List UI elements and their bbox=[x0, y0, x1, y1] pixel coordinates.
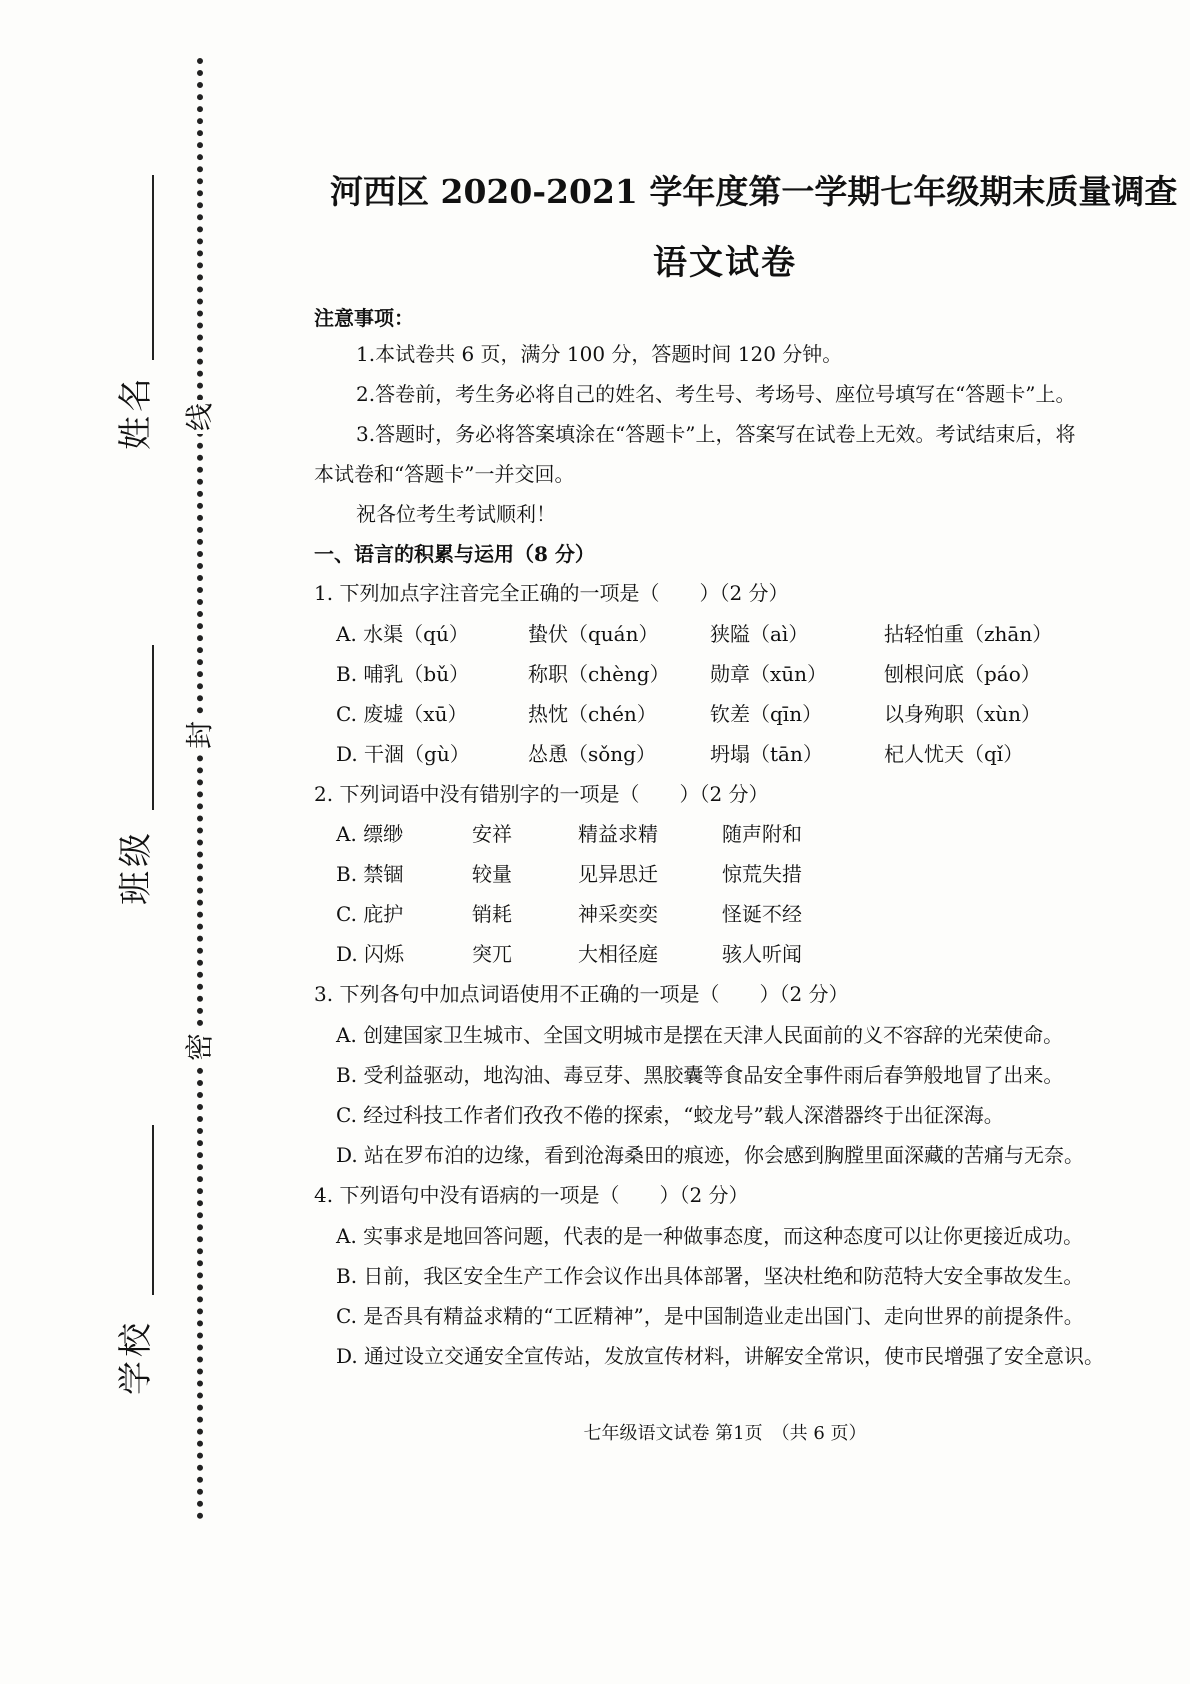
option-cell: 随声附和 bbox=[722, 822, 802, 846]
name-field-line[interactable] bbox=[152, 175, 154, 360]
notice-wish: 祝各位考生考试顺利！ bbox=[356, 502, 556, 526]
option-cell: 勋章（xūn） bbox=[710, 662, 828, 686]
option-cell: 怂恿（sǒng） bbox=[528, 742, 656, 766]
option-cell: 神采奕奕 bbox=[578, 902, 658, 926]
question-stem: 1. 下列加点字注音完全正确的一项是（ ）（2 分） bbox=[314, 581, 789, 605]
option-cell: A. 水渠（qú） bbox=[336, 622, 469, 646]
option-line: B. 受利益驱动，地沟油、毒豆芽、黑胶囊等食品安全事件雨后春笋般地冒了出来。 bbox=[336, 1063, 1064, 1087]
option-cell: 狭隘（aì） bbox=[710, 622, 809, 646]
option-cell: 安祥 bbox=[472, 822, 512, 846]
option-cell: 惊荒失措 bbox=[722, 862, 802, 886]
option-cell: 骇人听闻 bbox=[722, 942, 802, 966]
option-cell: 怪诞不经 bbox=[722, 902, 802, 926]
option-line: D. 站在罗布泊的边缘，看到沧海桑田的痕迹，你会感到胸膛里面深藏的苦痛与无奈。 bbox=[336, 1143, 1085, 1167]
option-cell: C. 庇护 bbox=[336, 902, 404, 926]
page-footer: 七年级语文试卷 第1页 （共 6 页） bbox=[583, 1423, 867, 1444]
option-cell: 杞人忧天（qǐ） bbox=[884, 742, 1024, 766]
notice-item: 1.本试卷共 6 页，满分 100 分，答题时间 120 分钟。 bbox=[356, 342, 843, 366]
class-field-line[interactable] bbox=[152, 645, 154, 810]
option-line: C. 是否具有精益求精的“工匠精神”，是中国制造业走出国门、走向世界的前提条件。 bbox=[336, 1304, 1084, 1328]
option-cell: 大相径庭 bbox=[578, 942, 658, 966]
notice-item: 2.答卷前，考生务必将自己的姓名、考生号、考场号、座位号填写在“答题卡”上。 bbox=[356, 382, 1076, 406]
option-cell: 刨根问底（páo） bbox=[884, 662, 1041, 686]
option-cell: 拈轻怕重（zhān） bbox=[884, 622, 1053, 646]
notice-heading: 注意事项： bbox=[314, 306, 414, 330]
option-line: B. 日前，我区安全生产工作会议作出具体部署，坚决杜绝和防范特大安全事故发生。 bbox=[336, 1264, 1084, 1288]
option-cell: 销耗 bbox=[472, 902, 512, 926]
name-field-label: 姓名 bbox=[116, 374, 156, 450]
option-cell: 坍塌（tān） bbox=[710, 742, 823, 766]
option-cell: D. 干涸（gù） bbox=[336, 742, 470, 766]
seal-word-line: 线 bbox=[183, 400, 217, 434]
section-heading: 一、语言的积累与运用（8 分） bbox=[314, 542, 595, 566]
option-line: C. 经过科技工作者们孜孜不倦的探索，“蛟龙号”载人深潜器终于出征深海。 bbox=[336, 1103, 1004, 1127]
option-cell: A. 缥缈 bbox=[336, 822, 404, 846]
option-cell: 较量 bbox=[472, 862, 512, 886]
seal-dotted-line bbox=[197, 58, 203, 1520]
notice-item: 本试卷和“答题卡”一并交回。 bbox=[314, 462, 575, 486]
question-stem: 4. 下列语句中没有语病的一项是（ ）（2 分） bbox=[314, 1183, 749, 1207]
option-cell: C. 废墟（xū） bbox=[336, 702, 468, 726]
option-cell: B. 禁锢 bbox=[336, 862, 404, 886]
option-cell: 蛰伏（quán） bbox=[528, 622, 659, 646]
binding-margin bbox=[0, 0, 250, 1684]
school-field-line[interactable] bbox=[152, 1125, 154, 1295]
seal-word-mi: 密 bbox=[183, 1030, 217, 1064]
option-cell: D. 闪烁 bbox=[336, 942, 405, 966]
seal-word-feng: 封 bbox=[183, 718, 217, 752]
option-cell: 见异思迁 bbox=[578, 862, 658, 886]
option-cell: 热忱（chén） bbox=[528, 702, 657, 726]
option-cell: 钦差（qīn） bbox=[710, 702, 823, 726]
question-stem: 2. 下列词语中没有错别字的一项是（ ）（2 分） bbox=[314, 782, 769, 806]
option-cell: B. 哺乳（bǔ） bbox=[336, 662, 470, 686]
option-cell: 突兀 bbox=[472, 942, 512, 966]
exam-subtitle: 语文试卷 bbox=[653, 243, 797, 283]
option-line: D. 通过设立交通安全宣传站，发放宣传材料，讲解安全常识，使市民增强了安全意识。 bbox=[336, 1344, 1105, 1368]
option-cell: 以身殉职（xùn） bbox=[884, 702, 1042, 726]
class-field-label: 班级 bbox=[116, 829, 156, 905]
option-cell: 称职（chèng） bbox=[528, 662, 670, 686]
option-line: A. 实事求是地回答问题，代表的是一种做事态度，而这种态度可以让你更接近成功。 bbox=[336, 1224, 1084, 1248]
exam-title: 河西区 2020-2021 学年度第一学期七年级期末质量调查 bbox=[330, 172, 1178, 211]
option-cell: 精益求精 bbox=[578, 822, 658, 846]
question-stem: 3. 下列各句中加点词语使用不正确的一项是（ ）（2 分） bbox=[314, 982, 849, 1006]
notice-item: 3.答题时，务必将答案填涂在“答题卡”上，答案写在试卷上无效。考试结束后，将 bbox=[356, 422, 1076, 446]
school-field-label: 学校 bbox=[116, 1319, 156, 1395]
option-line: A. 创建国家卫生城市、全国文明城市是摆在天津人民面前的义不容辞的光荣使命。 bbox=[336, 1023, 1064, 1047]
